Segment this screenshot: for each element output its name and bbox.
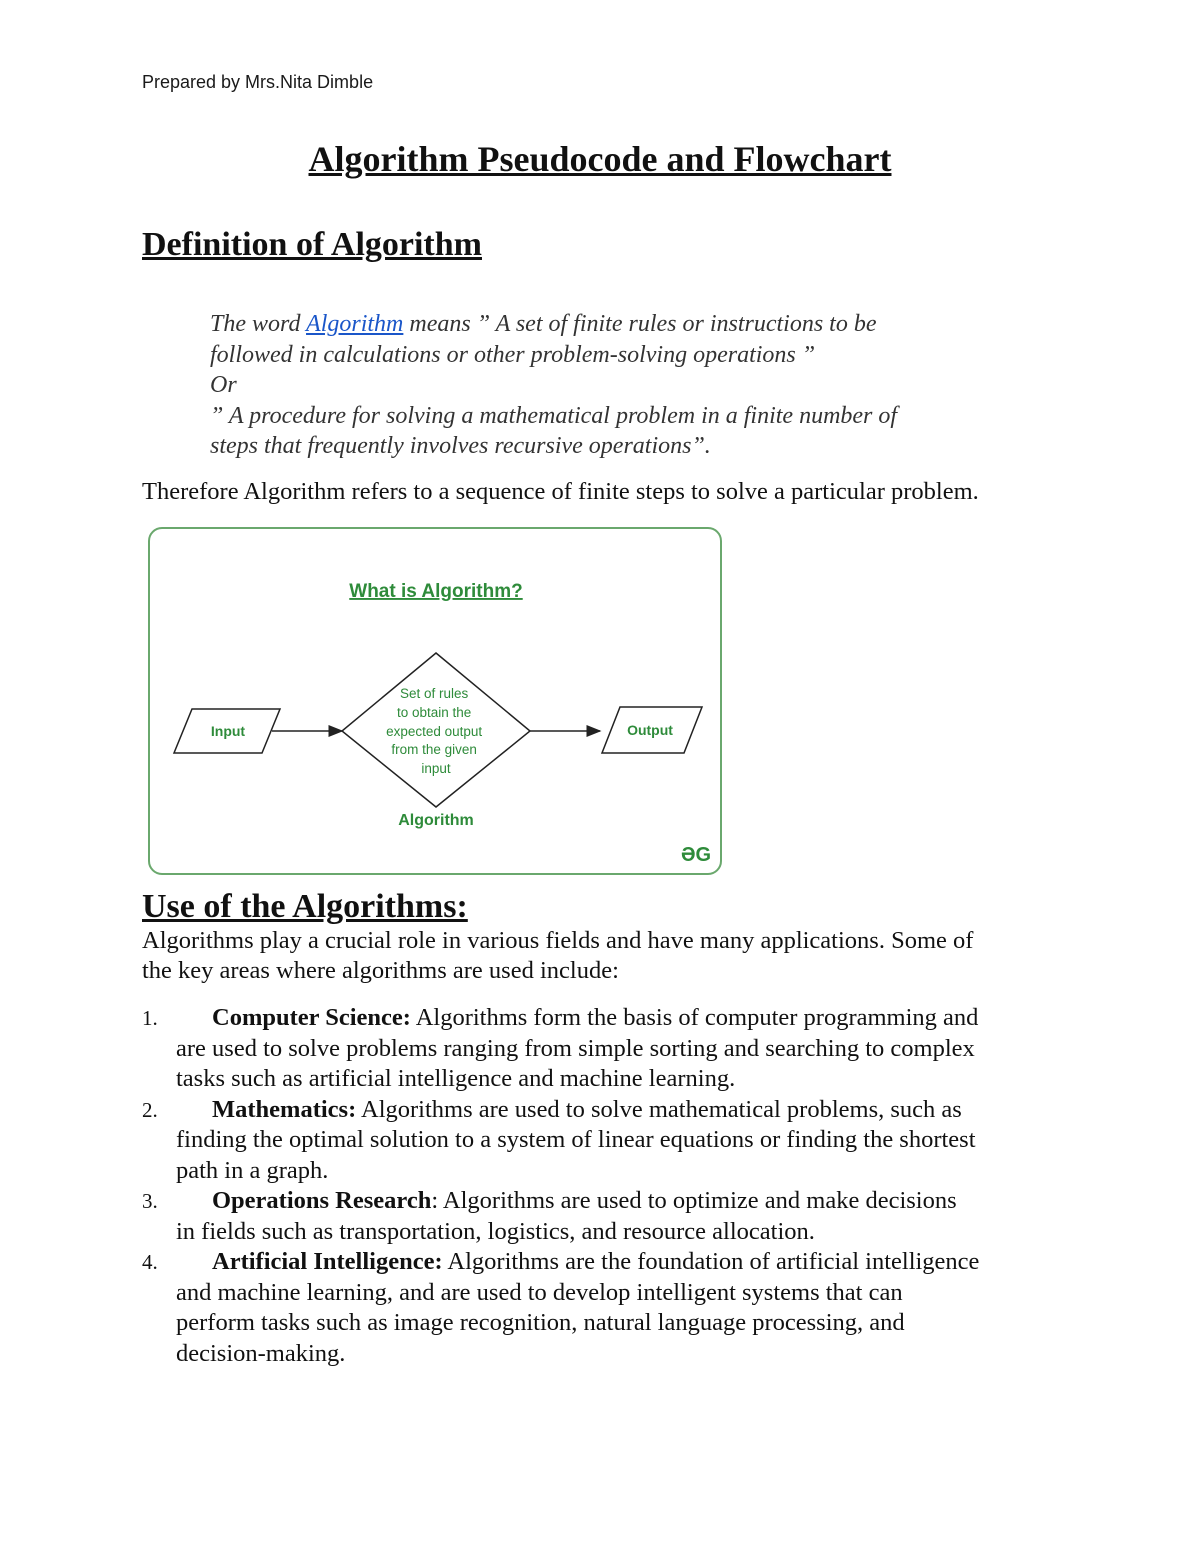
quote-text: means ” A set of finite rules or instructions to be bbox=[403, 311, 877, 337]
list-text: Algorithms are the foundation of artificial intelligence bbox=[442, 1248, 980, 1275]
quote-text: The word bbox=[210, 311, 307, 337]
list-text: perform tasks such as image recognition, natural language processing, and bbox=[176, 1309, 905, 1336]
list-term: Mathematics: bbox=[212, 1095, 357, 1123]
quote-or: Or bbox=[210, 372, 237, 398]
quote-line-5: steps that frequently involves recursive operations”. bbox=[210, 433, 711, 459]
diamond-line: expected output bbox=[386, 724, 483, 739]
list-item bbox=[142, 1003, 1072, 1095]
diamond-line: to obtain the bbox=[396, 705, 472, 720]
output-label: Output bbox=[627, 722, 673, 738]
uses-intro-line-2: the key areas where algorithms are used include: bbox=[142, 957, 619, 984]
list-item bbox=[142, 1186, 1072, 1247]
header-note: Prepared by Mrs.Nita Dimble bbox=[142, 72, 374, 92]
algorithm-figure bbox=[148, 527, 722, 875]
quote-line-2: followed in calculations or other problem-solving operations ” bbox=[210, 341, 816, 368]
algorithm-link[interactable]: Algorithm bbox=[306, 311, 404, 337]
definition-conclusion: Therefore Algorithm refers to a sequence of finite steps to solve a particular problem. bbox=[142, 478, 979, 505]
diamond-line: input bbox=[421, 761, 451, 776]
list-text: tasks such as artificial intelligence and machine learning. bbox=[176, 1065, 736, 1092]
list-text: : Algorithms are used to optimize and make decisions bbox=[431, 1187, 957, 1214]
figure-title: What is Algorithm? bbox=[349, 581, 523, 602]
list-term: Artificial Intelligence: bbox=[212, 1248, 443, 1275]
definition-heading: Definition of Algorithm bbox=[142, 226, 482, 263]
list-text: and machine learning, and are used to develop intelligent systems that can bbox=[176, 1278, 903, 1306]
list-text: path in a graph. bbox=[176, 1156, 329, 1184]
quote-line-4: ” A procedure for solving a mathematical problem in a finite number of bbox=[210, 402, 898, 429]
figure-caption: Algorithm bbox=[398, 812, 474, 829]
list-number: 4. bbox=[142, 1250, 158, 1274]
list-text: Algorithms form the basis of computer programming and bbox=[410, 1004, 979, 1031]
list-text: finding the optimal solution to a system of linear equations or finding the shortest bbox=[176, 1126, 976, 1153]
flowchart-diagram bbox=[150, 529, 724, 877]
list-item bbox=[142, 1095, 1072, 1187]
list-number: 1. bbox=[142, 1006, 158, 1030]
list-term: Operations Research bbox=[212, 1187, 432, 1214]
list-text: in fields such as transportation, logistics, and resource allocation. bbox=[176, 1217, 815, 1245]
list-term: Computer Science: bbox=[212, 1004, 411, 1031]
document-title: Algorithm Pseudocode and Flowchart bbox=[308, 139, 892, 179]
uses-intro-line-1: Algorithms play a crucial role in various fields and have many applications. Some of bbox=[142, 927, 974, 954]
input-label: Input bbox=[210, 723, 246, 739]
quote-line-1 bbox=[210, 309, 1070, 340]
definition-quote bbox=[210, 309, 1070, 462]
gfg-logo-icon: ƏG bbox=[680, 844, 712, 866]
list-number: 3. bbox=[142, 1189, 158, 1213]
diamond-line: from the given bbox=[391, 742, 477, 757]
list-text: are used to solve problems ranging from simple sorting and searching to complex bbox=[176, 1034, 975, 1062]
uses-heading: Use of the Algorithms: bbox=[142, 888, 468, 925]
list-text: decision-making. bbox=[176, 1339, 346, 1367]
list-number: 2. bbox=[142, 1097, 158, 1122]
uses-list bbox=[142, 1003, 1072, 1369]
list-item bbox=[142, 1247, 1072, 1369]
list-text: Algorithms are used to solve mathematical problems, such as bbox=[356, 1095, 962, 1123]
diamond-line: Set of rules bbox=[399, 686, 469, 701]
